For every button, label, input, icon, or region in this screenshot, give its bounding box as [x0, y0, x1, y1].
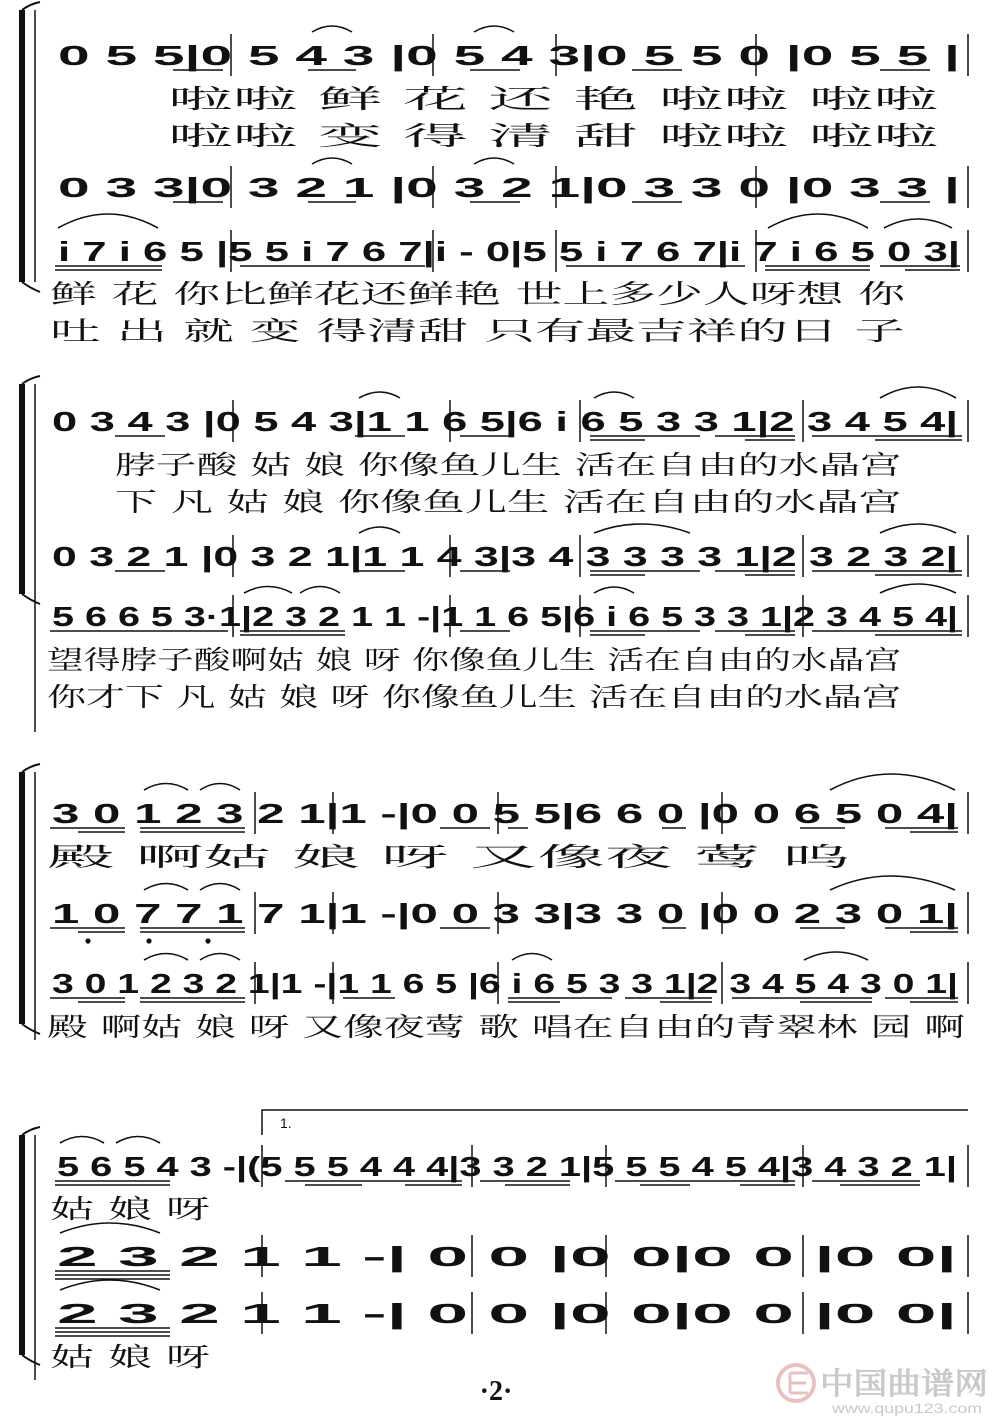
volta-label: 1. [280, 1115, 292, 1131]
score-music-line: 5 6 6 5 3·1|2 3 2 1 1 -|1 1 6 5|6 i 6 5 3 3 1|2 3 4 5 4| [52, 601, 958, 632]
score-lyric-line: 吐 出 就 变 得清甜 只有最吉祥的日 子 [50, 317, 905, 347]
score-lyric-line: 姑 娘 呀 [50, 1195, 210, 1225]
score-music-line: i 7 i 6 5 |5 5 i 7 6 7|i - 0|5 5 i 7 6 7|i 7 i 6 5 0 3| [58, 236, 960, 267]
score-lyric-line: 下 凡 姑 娘 你像鱼儿生 活在自由的水晶宫 [115, 488, 901, 518]
watermark-url: www.qupu123.com [830, 1400, 982, 1416]
score-music-line: 3 0 1 2 3 2 1|1 -|1 1 6 5 |6 i 6 5 3 3 1|2 3 4 5 4 3 0 1| [52, 968, 959, 999]
score-lyric-line: 望得脖子酸啊姑 娘 呀 你像鱼儿生 活在自由的水晶宫 [47, 646, 901, 676]
page-number: ·2· [479, 1376, 513, 1407]
score-lyric-line: 鲜 花 你比鲜花还鲜艳 世上多少人呀想 你 [50, 280, 907, 310]
score-music-line: 0 3 4 3 |0 5 4 3|1 1 6 5|6 i 6 5 3 3 1|2 3 4 5 4| [52, 406, 958, 437]
score-lyric-line: 殿 啊姑 娘 呀 又像夜 莺 呜 [47, 843, 850, 873]
watermark [778, 1365, 988, 1416]
score-music-line: 2 3 2 1 1 -| 0 0 |0 0|0 0 |0 0| [57, 1241, 957, 1272]
score-music-line: 0 5 5|0 5 4 3 |0 5 4 3|0 5 5 0 |0 5 5 | [58, 40, 961, 71]
score-lyric-line: 姑 娘 呀 [50, 1343, 210, 1373]
score-lyric-line: 啦啦 变 得 清 甜 啦啦 啦啦 [168, 122, 938, 152]
watermark-logo-icon [778, 1365, 814, 1401]
score-music-line: 3 0 1 2 3 2 1|1 -|0 0 5 5|6 6 0 |0 0 6 5 0 4| [52, 798, 958, 829]
watermark-brand: 中国曲谱网 [820, 1367, 988, 1402]
score-music-line: 2 3 2 1 1 -| 0 0 |0 0|0 0 |0 0| [57, 1298, 957, 1329]
score-music-line: 5 6 5 4 3 -|(5 5 5 4 4 4|3 3 2 1|5 5 5 4 5 4|3 4 3 2 1| [57, 1151, 957, 1182]
score-lyric-line: 殿 啊姑 娘 呀 又像夜莺 歌 唱在自由的青翠林 园 啊 [47, 1013, 965, 1043]
score-lyric-line: 你才下 凡 姑 娘 呀 你像鱼儿生 活在自由的水晶宫 [47, 683, 901, 713]
score-lyric-line: 啦啦 鲜 花 还 艳 啦啦 啦啦 [168, 85, 938, 115]
score-lyric-line: 脖子酸 姑 娘 你像鱼儿生 活在自由的水晶宫 [115, 451, 901, 481]
score-music-line: 1 0 7 7 1 7 1|1 -|0 0 3 3|3 3 0 |0 0 2 3 0 1| [52, 898, 958, 929]
score-text-lines [47, 40, 965, 1373]
score-music-line: 0 3 2 1 |0 3 2 1|1 1 4 3|3 4 3 3 3 3 1|2 3 2 3 2| [52, 541, 958, 572]
score-music-line: 0 3 3|0 3 2 1 |0 3 2 1|0 3 3 0 |0 3 3 | [58, 172, 961, 203]
